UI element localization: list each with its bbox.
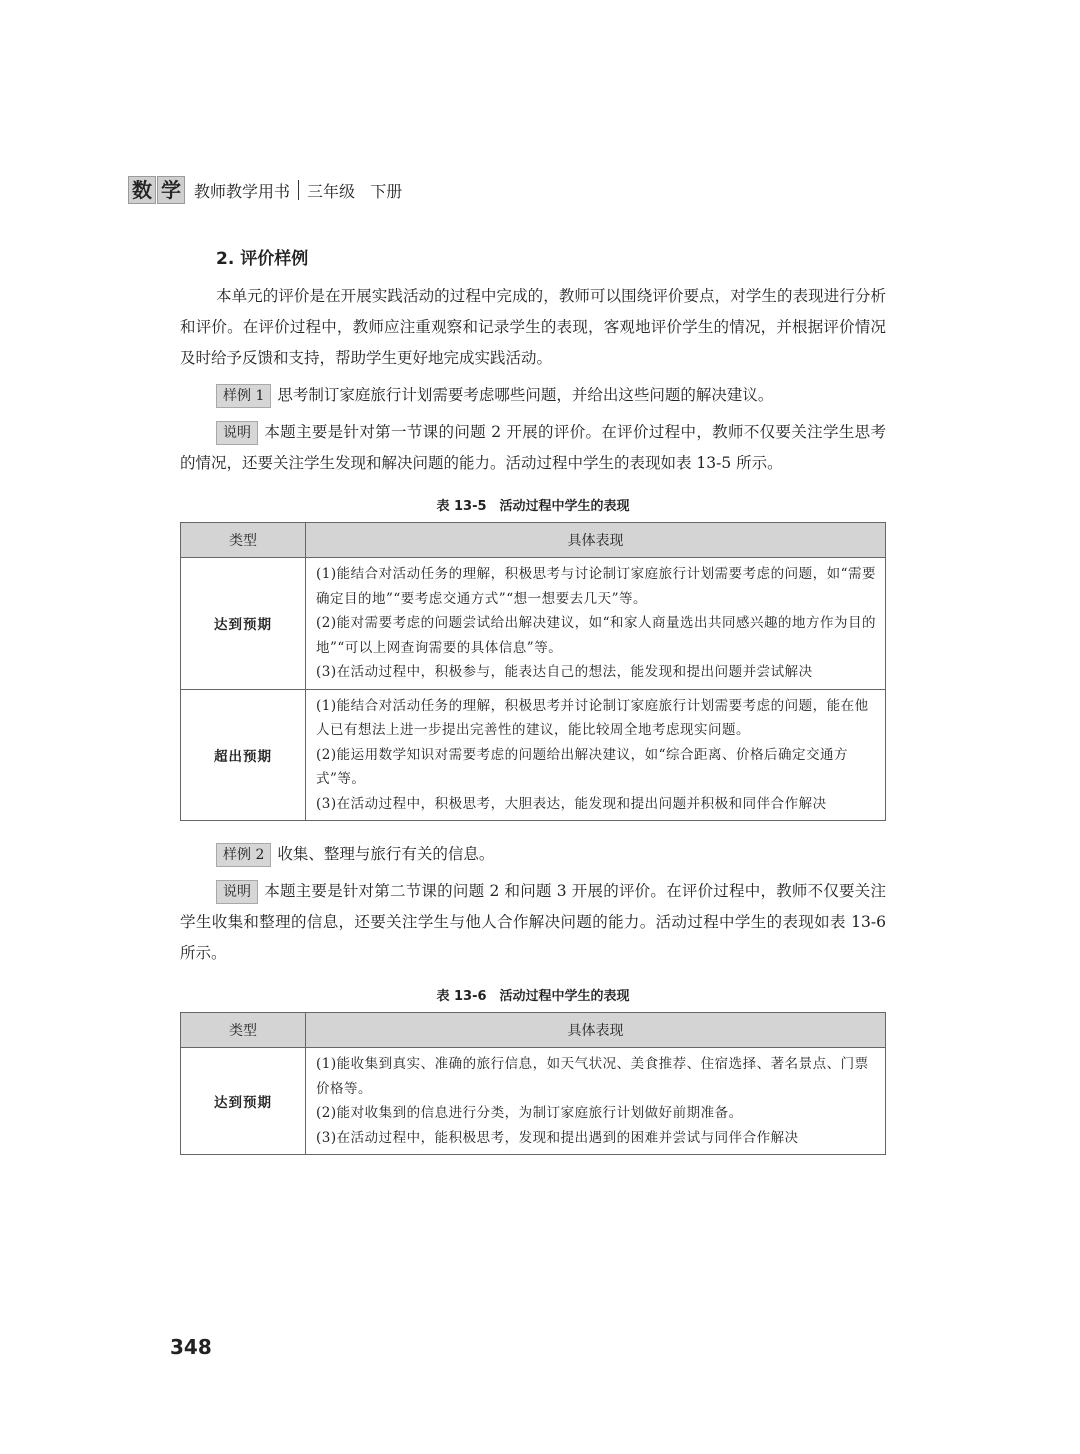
detail-line: (3)在活动过程中，积极参与，能表达自己的想法，能发现和提出问题并尝试解决 <box>316 664 813 680</box>
table-row <box>181 689 886 821</box>
row-detail <box>306 689 886 821</box>
section-title: 2. 评价样例 <box>216 249 309 269</box>
detail-line: (2)能运用数学知识对需要考虑的问题给出解决建议，如“综合距离、价格后确定交通方式”等。 <box>316 746 849 787</box>
page-number: 348 <box>170 1335 212 1359</box>
table-row <box>181 1048 886 1155</box>
col-header-type: 类型 <box>181 523 306 558</box>
example-2-note <box>180 876 886 969</box>
table-caption: 表 13-6 活动过程中学生的表现 <box>436 989 630 1004</box>
example-tag: 样例 2 <box>216 843 271 867</box>
row-type: 达到预期 <box>181 1048 306 1155</box>
logo-char: 学 <box>157 176 185 204</box>
row-detail <box>306 558 886 690</box>
detail-line: (3)在活动过程中，积极思考，大胆表达，能发现和提出问题并积极和同伴合作解决 <box>316 795 827 812</box>
example-tag: 样例 1 <box>216 384 271 408</box>
col-header-detail: 具体表现 <box>306 1013 886 1048</box>
note-tag: 说明 <box>216 880 258 904</box>
note-tag: 说明 <box>216 421 258 445</box>
performance-table-13-5 <box>180 522 886 821</box>
page-content <box>180 244 886 1155</box>
detail-line: (1)能结合对活动任务的理解，积极思考并讨论制订家庭旅行计划需要考虑的问题，能在他人已有想法上进一步提出完善性的建议，能比较周全地考虑现实问题。 <box>316 697 869 738</box>
col-header-detail: 具体表现 <box>306 523 886 558</box>
example-text: 思考制订家庭旅行计划需要考虑哪些问题，并给出这些问题的解决建议。 <box>277 386 774 404</box>
row-type: 超出预期 <box>181 689 306 821</box>
grade-label: 三年级 下册 <box>307 181 403 201</box>
table-header-row <box>181 1013 886 1048</box>
intro-paragraph: 本单元的评价是在开展实践活动的过程中完成的，教师可以围绕评价要点，对学生的表现进行分析和评价。在评价过程中，教师应注重观察和记录学生的表现，客观地评价学生的情况，并根据评价情况及时给予反馈和支持，帮助学生更好地完成实践活动。 <box>180 287 886 367</box>
example-1 <box>180 380 886 411</box>
page-header <box>128 175 402 205</box>
table-header-row <box>181 523 886 558</box>
detail-line: (1)能收集到真实、准确的旅行信息，如天气状况、美食推荐、住宿选择、著名景点、门票价格等。 <box>316 1056 869 1097</box>
row-detail <box>306 1048 886 1155</box>
col-header-type: 类型 <box>181 1013 306 1048</box>
header-divider <box>298 180 299 200</box>
example-2 <box>180 839 886 870</box>
row-type: 达到预期 <box>181 558 306 690</box>
subject-logo <box>128 176 186 204</box>
table-row <box>181 558 886 690</box>
example-text: 收集、整理与旅行有关的信息。 <box>277 845 495 863</box>
detail-line: (2)能对收集到的信息进行分类，为制订家庭旅行计划做好前期准备。 <box>316 1105 743 1121</box>
note-text: 本题主要是针对第二节课的问题 2 和问题 3 开展的评价。在评价过程中，教师不仅要关注学生收集和整理的信息，还要关注学生与他人合作解决问题的能力。活动过程中学生的表现如表 13-6 所示。 <box>180 882 886 962</box>
book-subtitle: 教师教学用书 <box>194 181 291 201</box>
detail-line: (2)能对需要考虑的问题尝试给出解决建议，如“和家人商量选出共同感兴趣的地方作为目的地”“可以上网查询需要的具体信息”等。 <box>316 615 877 656</box>
logo-char: 数 <box>128 176 156 204</box>
example-1-note <box>180 417 886 479</box>
performance-table-13-6 <box>180 1012 886 1155</box>
table-caption: 表 13-5 活动过程中学生的表现 <box>436 499 630 514</box>
detail-line: (1)能结合对活动任务的理解，积极思考与讨论制订家庭旅行计划需要考虑的问题，如“需要确定目的地”“要考虑交通方式”“想一想要去几天”等。 <box>316 566 877 607</box>
detail-line: (3)在活动过程中，能积极思考，发现和提出遇到的困难并尝试与同伴合作解决 <box>316 1129 799 1146</box>
note-text: 本题主要是针对第一节课的问题 2 开展的评价。在评价过程中，教师不仅要关注学生思考的情况，还要关注学生发现和解决问题的能力。活动过程中学生的表现如表 13-5 所示。 <box>180 423 886 472</box>
